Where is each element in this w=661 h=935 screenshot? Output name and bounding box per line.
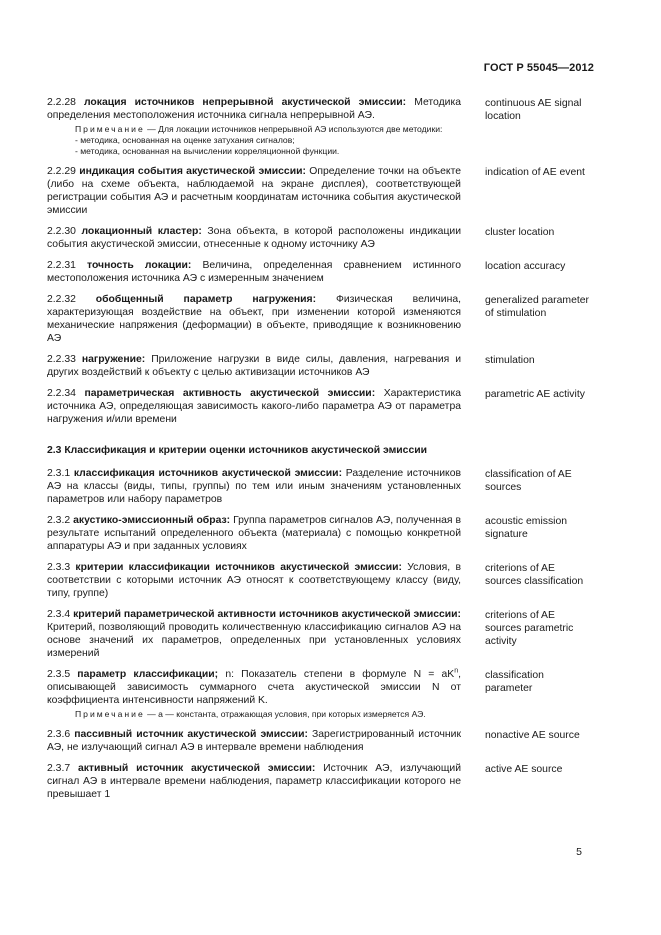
english-term: generalized parameter of stimulation: [485, 295, 589, 319]
section-heading: 2.3 Классификация и критерии оценки источников акустической эмиссии: [47, 445, 428, 456]
term-definition: 2.2.31 точность локации: Величина, определенная сравнением истинного местоположения источника АЭ с измеренным значением: [47, 260, 461, 284]
term-definition: 2.2.33 нагружение: Приложение нагрузки в виде силы, давления, нагревания и других воздействий к объекту с целью активизации источников АЭ: [47, 354, 462, 378]
english-term: continuous AE signal location: [485, 98, 582, 122]
formula-exponent: n: [454, 667, 459, 675]
term-name: индикация события акустической эмиссии:: [79, 166, 306, 177]
note: Примечание — Для локации источников непрерывной АЭ используются две методики: - методика, основанная на оценке затухания сигналов; - методика, основанная на вычислении корреляционной функции.: [47, 124, 461, 157]
term-name: параметрическая активность акустической эмиссии:: [84, 388, 376, 399]
term-definition: 2.2.32 обобщенный параметр нагружения: Физическая величина, характеризующая воздействие на объект, при изменении которой изменяются механические напряжения (деформации) в объекте, приводящие к возникновению АЭ: [47, 294, 462, 344]
english-term: stimulation: [485, 355, 535, 366]
term-name: критерий параметрической активности источников акустической эмиссии:: [73, 609, 461, 620]
note-item: - методика, основанная на оценке затухания сигналов;: [75, 135, 295, 145]
term-entry: [47, 728, 593, 754]
term-definition: 2.3.3 критерии классификации источников акустической эмиссии: Условия, в соответствии с которыми источник АЭ относят к соответствующему классу (виду, типу, группе): [47, 562, 461, 599]
english-term: location accuracy: [485, 261, 566, 272]
english-term: criterions of AE sources classification: [485, 563, 584, 587]
english-term: cluster location: [485, 227, 555, 238]
term-entry: [47, 467, 593, 506]
term-definition: 2.3.4 критерий параметрической активности источников акустической эмиссии: Критерий, позволяющий проводить количественную классификацию сигналов АЭ на основе значений их параметров, определенных при установленных условиях измерений: [47, 609, 461, 659]
english-term: indication of AE event: [485, 167, 585, 178]
term-definition: 2.2.34 параметрическая активность акустической эмиссии: Характеристика источника АЭ, определяющая зависимость какого-либо параметра АЭ от параметра нагружения и/или времени: [47, 388, 461, 425]
term-entry: [47, 259, 593, 285]
term-entry: [47, 762, 593, 801]
term-definition: 2.3.5 параметр классификации; n: Показатель степени в формуле $N = aK^n$, описывающей зависимость суммарного счета акустической эмиссии N от коэффициента интенсивности напряжений K. Примечание — a — константа, отражающая условия, при которых измеряется АЭ.: [47, 667, 461, 719]
english-term: parametric AE activity: [485, 389, 585, 400]
term-entry: [47, 514, 593, 553]
term-name: классификация источников акустической эмиссии:: [73, 468, 343, 479]
term-name: критерии классификации источников акустической эмиссии:: [75, 562, 402, 573]
note-item: - методика, основанная на вычислении корреляционной функции.: [75, 146, 340, 156]
term-name: активный источник акустической эмиссии:: [77, 763, 316, 774]
term-definition: 2.3.7 активный источник акустической эмиссии: Источник АЭ, излучающий сигнал АЭ в интервале времени наблюдения, параметр классификации которого не превышает 1: [47, 763, 462, 800]
term-name: акустико-эмиссионный образ:: [73, 515, 231, 526]
term-entry: [47, 293, 593, 345]
term-entry: [47, 225, 593, 251]
term-definition: 2.2.30 локационный кластер: Зона объекта, в которой расположены индикации события акустической эмиссии, отнесенные к одному источнику АЭ: [47, 226, 462, 250]
term-name: локационный кластер:: [81, 226, 202, 237]
term-name: параметр классификации;: [77, 669, 219, 680]
term-name: нагружение:: [81, 354, 146, 365]
term-name: пассивный источник акустической эмиссии:: [74, 729, 308, 740]
standard-header: ГОСТ Р 55045—2012: [483, 62, 594, 74]
english-term: acoustic emission signature: [485, 516, 568, 540]
english-term: criterions of AE sources parametric activity: [485, 610, 574, 647]
note: Примечание — a — константа, отражающая условия, при которых измеряется АЭ.: [75, 709, 426, 719]
english-term: classification of AE sources: [485, 469, 572, 493]
term-name: локация источников непрерывной акустической эмиссии:: [83, 97, 407, 108]
term-entry: [47, 96, 593, 157]
term-entry: [47, 165, 593, 217]
term-definition: 2.3.2 акустико-эмиссионный образ: Группа параметров сигналов АЭ, полученная в результате испытаний определенного объекта (материала) с помощью конкретной аппаратуры АЭ и при заданных условиях: [47, 515, 462, 552]
term-entry: [47, 561, 593, 600]
term-definition: 2.2.29 индикация события акустической эмиссии: Определение точки на объекте (либо на схеме объекта, наблюдаемой на экране дисплея), соответствующей регистрации события АЭ и расчетным координатам источника события акустической эмиссии: [47, 166, 462, 216]
english-term: active AE source: [485, 764, 563, 775]
term-definition: 2.2.28 локация источников непрерывной акустической эмиссии: Методика определения местоположения источника сигнала непрерывной АЭ. Примечание — Для локации источников непрерывной АЭ используются две методики: - методика, основанная на оценке затухания сигналов; - методика, основанная на вычислении корреляционной функции.: [47, 97, 462, 156]
english-term: nonactive AE source: [485, 730, 580, 741]
term-name: обобщенный параметр нагружения:: [95, 294, 317, 305]
english-term: classification parameter: [485, 670, 544, 694]
term-name: точность локации:: [87, 260, 192, 271]
term-definition: 2.3.1 классификация источников акустической эмиссии: Разделение источников АЭ на классы (виды, типы, группы) по тем или иным значениям установленных параметров или набору параметров: [47, 468, 461, 505]
term-entry: [47, 387, 593, 426]
term-entry: [47, 668, 593, 720]
term-definition: 2.3.6 пассивный источник акустической эмиссии: Зарегистрированный источник АЭ, не излучающий сигнал АЭ в интервале времени наблюдения: [47, 729, 461, 753]
term-entry: [47, 608, 593, 660]
document-body: [47, 96, 593, 809]
page-number: 5: [576, 846, 582, 858]
term-entry: [47, 353, 593, 379]
